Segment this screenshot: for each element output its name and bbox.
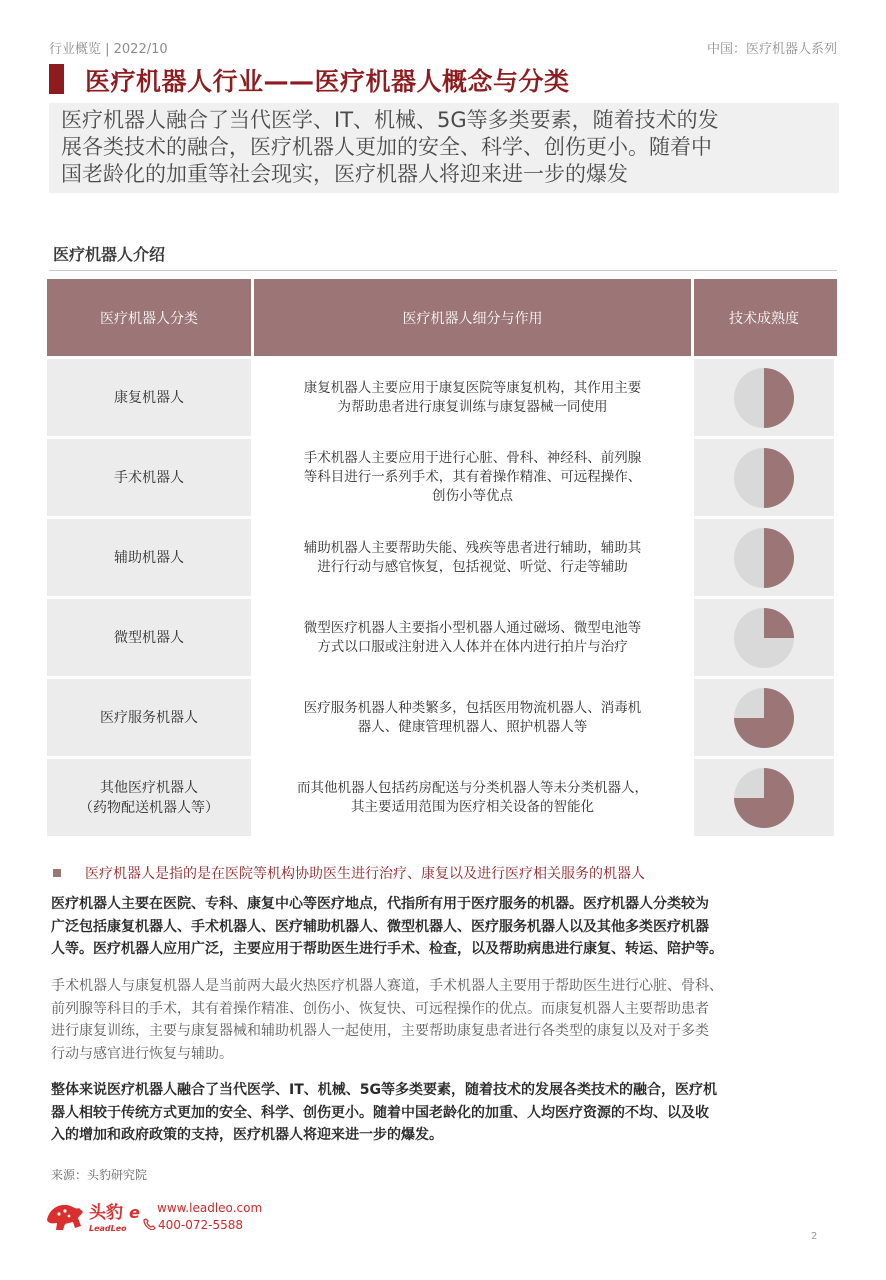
report-series: 中国：医疗机器人系列 xyxy=(706,42,837,57)
table-row xyxy=(47,359,837,436)
description-line: 进行行动与感官恢复，包括视觉、听觉、行走等辅助 xyxy=(317,558,628,575)
pie-slice xyxy=(764,368,794,428)
paragraph-conclusion xyxy=(51,1079,839,1147)
pie-slice xyxy=(764,608,794,638)
website-link[interactable]: www.leadleo.com xyxy=(157,1201,263,1215)
logo-contact xyxy=(143,1200,262,1234)
maturity-pie-icon xyxy=(732,446,796,510)
maturity-cell xyxy=(694,439,834,516)
page-title: 医疗机器人行业——医疗机器人概念与分类 xyxy=(85,67,570,96)
robot-description xyxy=(251,599,694,676)
paragraph-line: 医疗机器人主要在医院、专科、康复中心等医疗地点，代指所有用于医疗服务的机器。医疗机器人分类较为 xyxy=(51,896,709,912)
report-type-date: 行业概览 | 2022/10 xyxy=(49,42,168,57)
robot-classification-table xyxy=(47,279,837,839)
category-line: 康复机器人 xyxy=(114,389,184,406)
category-line: 其他医疗机器人 xyxy=(100,779,198,796)
header-category: 医疗机器人分类 xyxy=(100,310,198,327)
robot-description xyxy=(251,439,694,516)
description-line: 等科目进行一系列手术，其有着操作精准、可远程操作、 xyxy=(303,469,642,485)
maturity-cell xyxy=(694,759,834,836)
table-row xyxy=(47,759,837,836)
robot-category xyxy=(47,519,251,596)
table-row xyxy=(47,439,837,516)
table-row xyxy=(47,519,837,596)
paragraph-line: 行动与感官进行恢复与辅助。 xyxy=(51,1045,233,1062)
paragraph-line: 前列腺等科目的手术，其有着操作精准、创伤小、恢复快、可远程操作的优点。而康复机器人主要帮助患者 xyxy=(51,1000,709,1017)
paragraph-tracks xyxy=(51,975,839,1065)
pie-slice xyxy=(764,528,794,588)
leopard-spot-icon xyxy=(68,1215,71,1218)
logo-cn: 头豹 xyxy=(89,1203,123,1223)
paragraph-line: 器人相较于传统方式更加的安全、科学、创伤更小。随着中国老龄化的加重、人均医疗资源的不均、以及收 xyxy=(51,1104,709,1121)
paragraph-line: 入的增加和政府政策的支持，医疗机器人将迎来进一步的爆发。 xyxy=(51,1127,443,1143)
pie-slice xyxy=(764,448,794,508)
leopard-spot-icon xyxy=(57,1212,60,1215)
robot-description xyxy=(251,519,694,596)
source-note: 来源：头豹研究院 xyxy=(51,1168,148,1182)
category-line: 医疗服务机器人 xyxy=(100,709,198,726)
robot-category xyxy=(47,679,251,756)
description-line: 器人、健康管理机器人、照护机器人等 xyxy=(357,718,588,735)
bullet-square-icon xyxy=(53,869,61,877)
maturity-cell xyxy=(694,519,834,596)
key-definition-text: 医疗机器人是指的是在医院等机构协助医生进行治疗、康复以及进行医疗相关服务的机器人 xyxy=(85,866,645,882)
robot-category xyxy=(47,439,251,516)
description-line: 方式以口服或注射进入人体并在体内进行拍片与治疗 xyxy=(317,638,628,655)
category-line: 辅助机器人 xyxy=(114,549,184,566)
maturity-pie-icon xyxy=(732,606,796,670)
robot-category xyxy=(47,359,251,436)
category-line: 手术机器人 xyxy=(114,469,184,486)
maturity-pie-icon xyxy=(732,366,796,430)
description-line: 创伤小等优点 xyxy=(432,488,513,504)
maturity-cell xyxy=(694,679,834,756)
section-label: 医疗机器人介绍 xyxy=(53,245,166,264)
leopard-icon xyxy=(47,1205,83,1230)
website-row xyxy=(143,1200,262,1217)
description-line: 康复机器人主要应用于康复医院等康复机构，其作用主要 xyxy=(303,379,642,396)
description-line: 辅助机器人主要帮助失能、残疾等患者进行辅助，辅助其 xyxy=(303,539,642,556)
phone-number: 400-072-5588 xyxy=(158,1218,244,1232)
robot-description xyxy=(251,359,694,436)
description-line: 医疗服务机器人种类繁多，包括医用物流机器人、消毒机 xyxy=(303,699,642,716)
description-line: 为帮助患者进行康复训练与康复器械一同使用 xyxy=(337,398,608,415)
maturity-cell xyxy=(694,599,834,676)
leopard-spot-icon xyxy=(63,1209,66,1212)
paragraph-line: 人等。医疗机器人应用广泛，主要应用于帮助医生进行手术、检查，以及帮助病患进行康复、转运、陪护等。 xyxy=(51,941,723,957)
maturity-pie-icon xyxy=(732,526,796,590)
header-maturity: 技术成熟度 xyxy=(729,310,799,327)
category-line: （药物配送机器人等） xyxy=(79,799,219,816)
section-divider xyxy=(49,270,837,271)
summary-line: 展各类技术的融合，医疗机器人更加的安全、科学、创伤更小。随着中 xyxy=(61,135,712,159)
page-header xyxy=(49,38,837,56)
summary-box xyxy=(49,103,839,193)
maturity-pie-icon xyxy=(732,686,796,750)
category-line: 微型机器人 xyxy=(114,629,184,646)
phone-icon xyxy=(143,1218,156,1230)
table-body xyxy=(47,359,837,836)
paragraph-line: 手术机器人与康复机器人是当前两大最火热医疗机器人赛道，手术机器人主要用于帮助医生进行心脏、骨科、 xyxy=(51,978,723,994)
summary-line: 医疗机器人融合了当代医学、IT、机械、5G等多类要素，随着技术的发 xyxy=(61,108,719,132)
description-line: 微型医疗机器人主要指小型机器人通过磁场、微型电池等 xyxy=(303,619,642,636)
table-row xyxy=(47,679,837,756)
header-description: 医疗机器人细分与作用 xyxy=(251,279,694,356)
robot-description xyxy=(251,759,694,836)
robot-description xyxy=(251,679,694,756)
description-line: 手术机器人主要应用于进行心脏、骨科、神经科、前列腺 xyxy=(303,450,642,466)
paragraph-line: 整体来说医疗机器人融合了当代医学、IT、机械、5G等多类要素，随着技术的发展各类技术的融合，医疗机 xyxy=(51,1082,717,1098)
maturity-pie-icon xyxy=(732,766,796,830)
table-header-row xyxy=(47,279,837,356)
description-line: 而其他机器人包括药房配送与分类机器人等未分类机器人， xyxy=(297,779,648,796)
phone-row xyxy=(143,1217,262,1234)
page-number: 2 xyxy=(811,1231,818,1242)
paragraph-line: 进行康复训练，主要与康复器械和辅助机器人一起使用，主要帮助康复患者进行各类型的康复以及对于多类 xyxy=(51,1023,709,1039)
paragraph-overview xyxy=(51,893,839,961)
robot-category xyxy=(47,599,251,676)
logo-en: LeadLeo xyxy=(89,1224,127,1233)
robot-category xyxy=(47,759,251,836)
description-line: 其主要适用范围为医疗相关设备的智能化 xyxy=(351,798,594,815)
paragraph-line: 广泛包括康复机器人、手术机器人、医疗辅助机器人、微型机器人、医疗服务机器人以及其他多类医疗机器 xyxy=(51,918,709,935)
title-accent-bar xyxy=(49,64,64,94)
key-definition xyxy=(53,863,645,883)
e-logo-icon: e xyxy=(129,1203,140,1222)
summary-line: 国老龄化的加重等社会现实，医疗机器人将迎来进一步的爆发 xyxy=(61,162,628,186)
table-row xyxy=(47,599,837,676)
maturity-cell xyxy=(694,359,834,436)
